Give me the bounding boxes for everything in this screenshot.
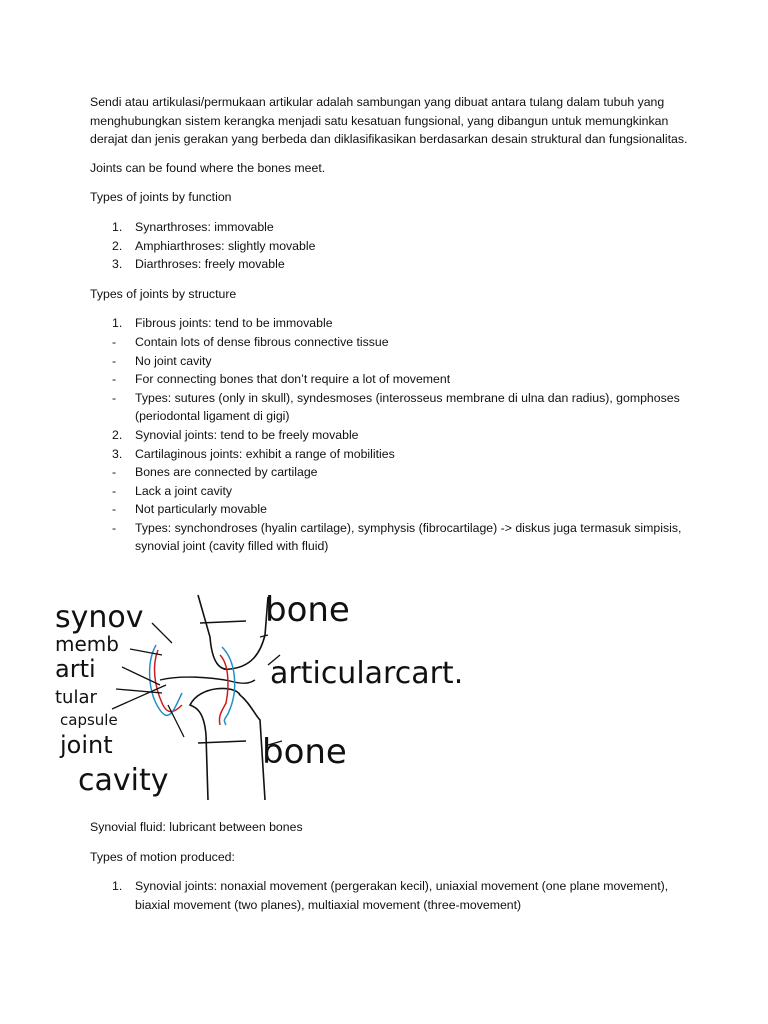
label-joint: joint — [60, 731, 113, 759]
label-capsule: capsule — [60, 711, 118, 729]
list-item: - Lack a joint cavity — [90, 482, 690, 501]
label-bone-top: bone — [265, 590, 350, 630]
list-marker: 2. — [112, 427, 123, 442]
list-item: 1. Synovial joints: nonaxial movement (pergerakan kecil), uniaxial movement (one plane movement), biaxial movement (two planes), multiaxial movement (three-movement) — [112, 879, 669, 912]
list-item: 2. Synovial joints: tend to be freely movable — [90, 426, 690, 445]
label-tular: tular — [55, 687, 97, 708]
list-marker: - — [112, 502, 117, 517]
list-marker: - — [112, 334, 117, 349]
label-arti: arti — [55, 655, 96, 683]
pointer-lines — [112, 623, 282, 745]
document-body-continued — [90, 818, 690, 925]
list-item: 3. Diarthroses: freely movable — [90, 255, 690, 274]
function-list — [90, 218, 690, 274]
document-body — [90, 93, 690, 567]
joints-meet-paragraph: Joints can be found where the bones meet. — [90, 160, 326, 175]
list-marker: 1. — [112, 879, 123, 894]
list-marker: - — [112, 353, 117, 368]
list-marker: - — [112, 483, 117, 498]
label-memb: memb — [55, 632, 119, 656]
structure-list — [90, 314, 690, 556]
label-synov: synov — [55, 600, 144, 635]
list-marker: - — [112, 372, 117, 387]
structure-heading: Types of joints by structure — [90, 286, 237, 301]
motion-list — [90, 877, 690, 914]
motion-heading: Types of motion produced: — [90, 849, 235, 864]
list-marker: 1. — [112, 316, 123, 331]
list-marker: 2. — [112, 238, 123, 253]
label-articular-cart: articularcart. — [270, 656, 464, 691]
list-item: - No joint cavity — [90, 352, 690, 371]
list-item: - Bones are connected by cartilage — [90, 463, 690, 482]
list-marker: - — [112, 390, 117, 405]
list-item: 3. Cartilaginous joints: exhibit a range of mobilities — [90, 445, 690, 464]
list-item: - Contain lots of dense fibrous connective tissue — [90, 333, 690, 352]
list-item: - Types: sutures (only in skull), syndesmoses (interosseus membrane di ulna dan radius), gomphoses (periodontal ligament di gigi) — [112, 390, 680, 424]
list-item: 1. Fibrous joints: tend to be immovable — [90, 314, 690, 333]
list-item: - Types: synchondroses (hyalin cartilage), symphysis (fibrocartilage) -> diskus juga termasuk simpisis, synovial joint (cavity filled with fluid) — [112, 520, 682, 554]
synovial-fluid-paragraph: Synovial fluid: lubricant between bones — [90, 820, 303, 834]
function-heading: Types of joints by function — [90, 190, 232, 205]
list-marker: 1. — [112, 219, 123, 234]
joint-cavity-outline — [160, 677, 255, 683]
synovial-joint-sketch — [50, 585, 530, 810]
list-item: 1. Synarthroses: immovable — [90, 218, 690, 237]
list-marker: - — [112, 520, 117, 535]
label-bone-bottom: bone — [262, 732, 347, 772]
list-marker: - — [112, 465, 117, 480]
list-item: - Not particularly movable — [90, 500, 690, 519]
articular-cartilage-red — [155, 650, 228, 725]
list-item: 2. Amphiarthroses: slightly movable — [90, 237, 690, 256]
bone-top-outline — [198, 595, 268, 669]
list-marker: 3. — [112, 257, 123, 272]
intro-paragraph: Sendi atau artikulasi/permukaan artikular adalah sambungan yang dibuat antara tulang dalam tubuh yang menghubungkan sistem kerangka menjadi satu kesatuan fungsional, yang dibangun untuk memungkinkan derajat dan jenis gerakan yang berbeda dan diklasifikasikan berdasarkan desain struktural dan fungsionalitas. — [90, 95, 688, 147]
bone-bottom-outline — [190, 688, 265, 800]
list-item: - For connecting bones that don’t require a lot of movement — [90, 370, 690, 389]
list-marker: 3. — [112, 446, 123, 461]
label-cavity: cavity — [78, 763, 169, 798]
